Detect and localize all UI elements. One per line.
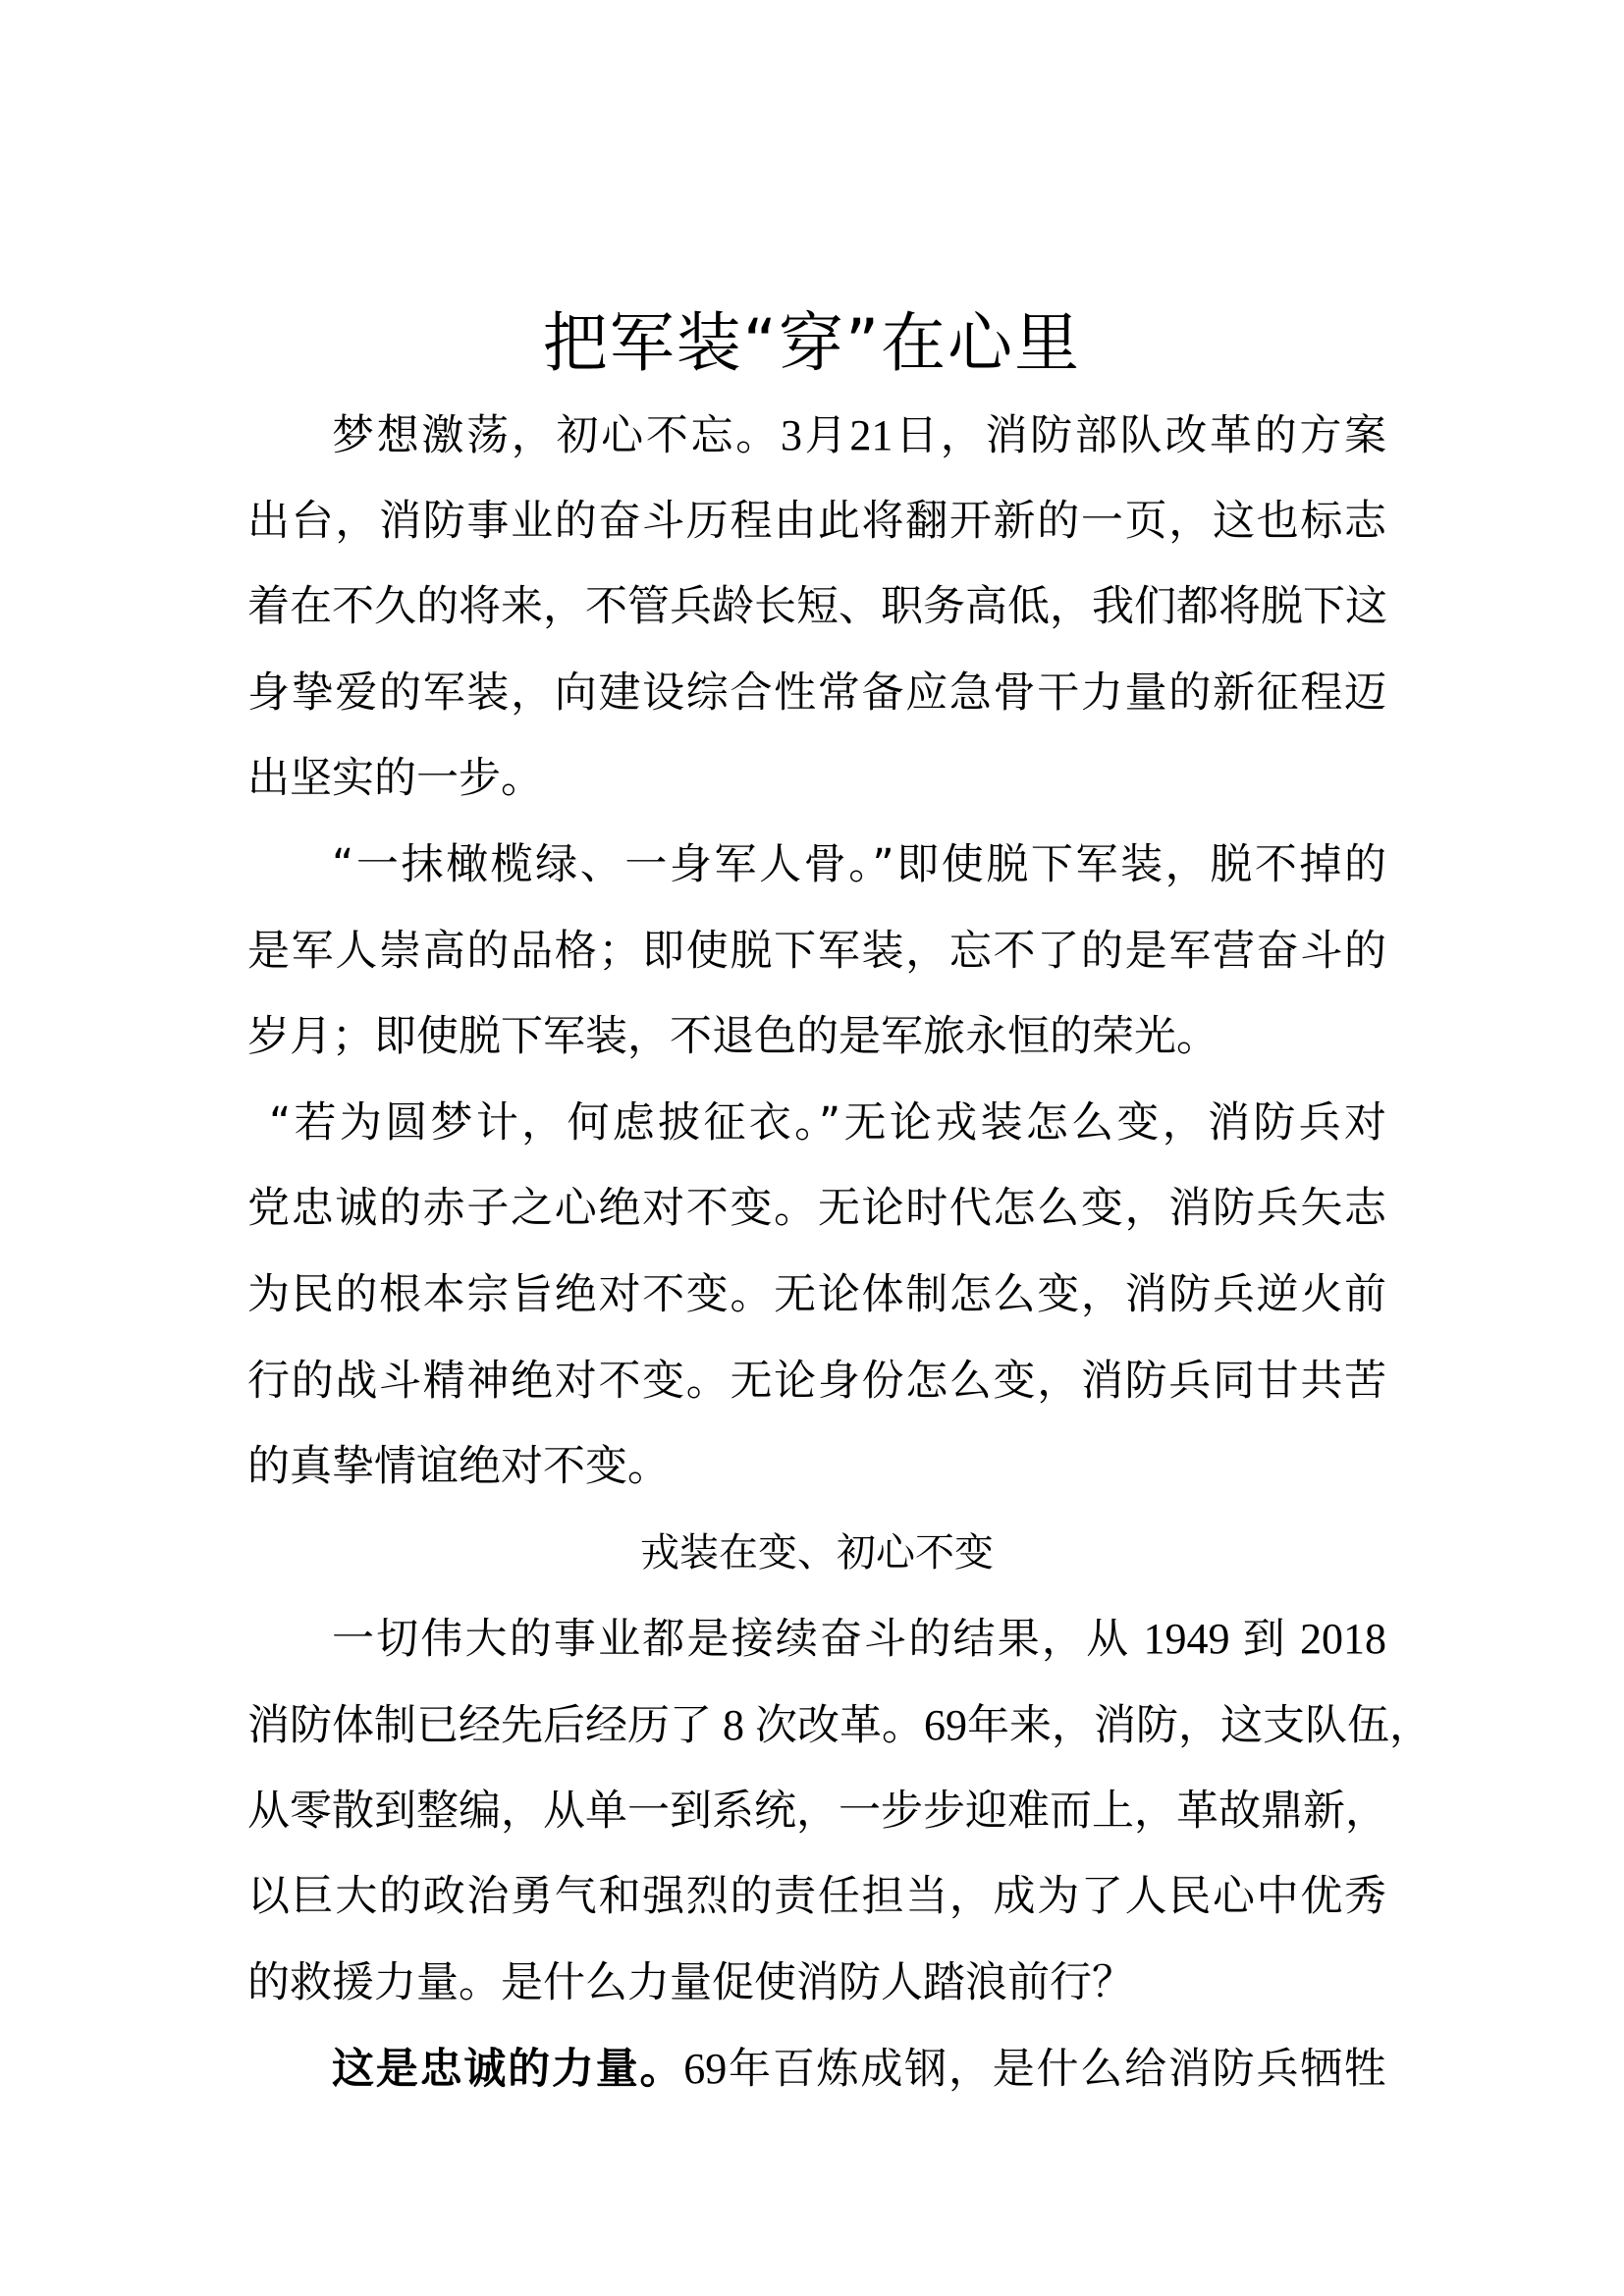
paragraph-4-line-5 <box>247 1941 1386 2027</box>
section-heading <box>247 1511 1386 1597</box>
paragraph-3-line-3 <box>247 1253 1386 1339</box>
text-run: 年百炼成钢，是什么给消防兵牺牲 <box>727 2045 1387 2095</box>
text-run: 出台，消防事业的奋斗历程由此将翻开新的一页，这也标志 <box>247 496 1386 546</box>
text-run: 次改革。 <box>755 1700 924 1750</box>
text-run: “一抹橄榄绿、一身军人骨。”即使脱下军装，脱不掉的 <box>332 839 1386 889</box>
paragraph-1-line-4 <box>247 651 1386 737</box>
paragraph-2-line-2 <box>247 909 1386 995</box>
text-run: 身挚爱的军装，向建设综合性常备应急骨干力量的新征程迈 <box>247 667 1386 718</box>
paragraph-2-line-1 <box>247 823 1386 909</box>
text-run: 岁月；即使脱下军装，不退色的是军旅永恒的荣光。 <box>247 1012 1218 1062</box>
text-run: 出坚实的一步。 <box>247 754 543 804</box>
text-run: “若为圆梦计，何虑披征衣。”无论戎装怎么变，消防兵对 <box>269 1097 1386 1148</box>
text-run: 从零散到整编，从单一到系统，一步步迎难而上，革故鼎新， <box>247 1786 1387 1836</box>
text-run: 年来，消防，这支队伍， <box>967 1700 1432 1750</box>
paragraph-4-line-4 <box>247 1854 1386 1941</box>
numeral-run: 2018 <box>1286 1615 1387 1664</box>
text-run: 行的战斗精神绝对不变。无论身份怎么变，消防兵同甘共苦 <box>247 1356 1386 1406</box>
numeral-run: 3 <box>780 411 802 459</box>
text-run: 着在不久的将来，不管兵龄长短、职务高低，我们都将脱下这 <box>247 582 1387 632</box>
paragraph-3-line-4 <box>247 1339 1386 1425</box>
numeral-run: 1949 <box>1130 1615 1243 1664</box>
document-body <box>247 393 1432 2112</box>
paragraph-1-line-3 <box>247 564 1386 651</box>
text-run: 消防体制已经先后经历了 <box>247 1700 712 1750</box>
text-run: 梦想激荡，初心不忘。 <box>332 411 781 460</box>
paragraph-3-line-5 <box>247 1424 1386 1511</box>
document-title: 把军装“穿”在心里 <box>542 305 1082 381</box>
paragraph-4-line-3 <box>247 1769 1386 1855</box>
paragraph-5-line-1 <box>247 2026 1386 2112</box>
paragraph-3-line-1 <box>247 1081 1386 1167</box>
text-run: 月 <box>801 411 850 460</box>
text-run: 是军人崇高的品格；即使脱下军装，忘不了的是军营奋斗的 <box>247 926 1386 976</box>
paragraph-4-line-2 <box>247 1682 1432 1769</box>
text-run: 党忠诚的赤子之心绝对不变。无论时代怎么变，消防兵矢志 <box>247 1184 1386 1234</box>
bold-lead-in: 这是忠诚的力量。 <box>332 2045 684 2095</box>
text-run: 为民的根本宗旨绝对不变。无论体制怎么变，消防兵逆火前 <box>247 1269 1386 1319</box>
paragraph-1-line-1 <box>247 393 1386 479</box>
numeral-run: 69 <box>924 1700 967 1749</box>
text-run: 的救援力量。是什么力量促使消防人踏浪前行？ <box>247 1957 1134 2007</box>
numeral-run: 8 <box>712 1700 755 1749</box>
paragraph-4-line-1 <box>247 1596 1386 1682</box>
text-run: 戎装在变、初心不变 <box>640 1529 994 1575</box>
paragraph-1-line-5 <box>247 736 1386 823</box>
paragraph-2-line-3 <box>247 994 1386 1081</box>
text-run: 的真挚情谊绝对不变。 <box>247 1442 670 1492</box>
numeral-run: 21 <box>849 411 893 459</box>
paragraph-3-line-2 <box>247 1166 1386 1253</box>
paragraph-1-line-2 <box>247 479 1386 565</box>
text-run: 以巨大的政治勇气和强烈的责任担当，成为了人民心中优秀 <box>247 1872 1386 1922</box>
text-run: 日，消防部队改革的方案 <box>893 411 1387 460</box>
text-run: 到 <box>1242 1615 1287 1665</box>
numeral-run: 69 <box>683 2045 728 2094</box>
text-run: 一切伟大的事业都是接续奋斗的结果，从 <box>332 1615 1131 1665</box>
